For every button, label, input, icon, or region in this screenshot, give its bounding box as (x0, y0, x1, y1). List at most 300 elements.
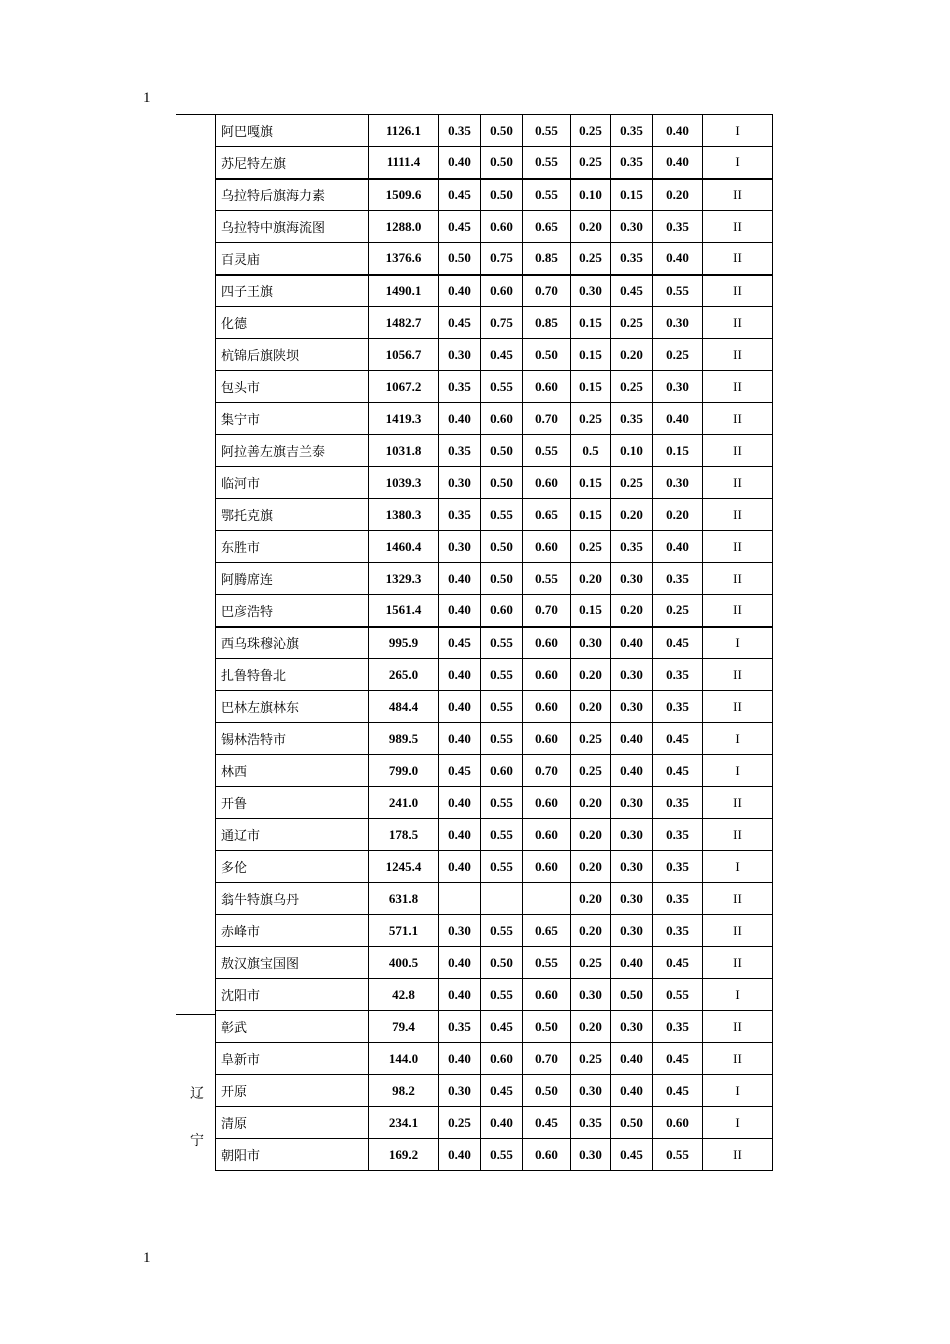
station-name-cell: 阜新市 (216, 1043, 369, 1075)
elevation-cell: 1376.6 (369, 243, 439, 275)
elevation-cell: 631.8 (369, 883, 439, 915)
snow-pressure-r10-cell: 0.25 (571, 147, 611, 179)
wind-pressure-r100-cell: 0.60 (523, 531, 571, 563)
table-row (216, 339, 773, 371)
wind-snow-pressure-table (215, 114, 773, 1171)
station-name-cell: 杭锦后旗陕坝 (216, 339, 369, 371)
snow-pressure-r100-cell: 0.40 (653, 403, 703, 435)
station-name-cell: 敖汉旗宝国图 (216, 947, 369, 979)
wind-pressure-r10-cell: 0.40 (439, 595, 481, 627)
wind-pressure-r10-cell: 0.35 (439, 1011, 481, 1043)
snow-pressure-r100-cell: 0.40 (653, 243, 703, 275)
snow-pressure-r50-cell: 0.30 (611, 851, 653, 883)
snow-pressure-r10-cell: 0.20 (571, 659, 611, 691)
wind-pressure-r10-cell: 0.40 (439, 787, 481, 819)
snow-pressure-r50-cell: 0.30 (611, 691, 653, 723)
snow-pressure-r100-cell: 0.40 (653, 531, 703, 563)
wind-pressure-r100-cell: 0.85 (523, 307, 571, 339)
table-row (216, 1043, 773, 1075)
province-label-char-1: 辽 (190, 1086, 204, 1102)
wind-pressure-r50-cell: 0.55 (481, 499, 523, 531)
table-row (216, 595, 773, 627)
snow-load-zone-cell: I (703, 1075, 773, 1107)
snow-pressure-r100-cell: 0.30 (653, 371, 703, 403)
wind-pressure-r100-cell: 0.60 (523, 723, 571, 755)
snow-pressure-r10-cell: 0.15 (571, 339, 611, 371)
snow-load-zone-cell: II (703, 499, 773, 531)
snow-load-zone-cell: II (703, 915, 773, 947)
snow-pressure-r10-cell: 0.25 (571, 947, 611, 979)
snow-pressure-r10-cell: 0.30 (571, 1075, 611, 1107)
wind-pressure-r50-cell: 0.45 (481, 1011, 523, 1043)
wind-pressure-r100-cell: 0.55 (523, 947, 571, 979)
table-row (216, 403, 773, 435)
wind-pressure-r100-cell: 0.55 (523, 435, 571, 467)
elevation-cell: 98.2 (369, 1075, 439, 1107)
snow-pressure-r50-cell: 0.30 (611, 563, 653, 595)
snow-pressure-r10-cell: 0.20 (571, 883, 611, 915)
snow-pressure-r100-cell: 0.25 (653, 339, 703, 371)
snow-pressure-r100-cell: 0.30 (653, 307, 703, 339)
snow-pressure-r100-cell: 0.55 (653, 275, 703, 307)
wind-pressure-r50-cell: 0.60 (481, 595, 523, 627)
snow-load-zone-cell: II (703, 595, 773, 627)
wind-pressure-r50-cell: 0.55 (481, 979, 523, 1011)
snow-load-zone-cell: II (703, 691, 773, 723)
elevation-cell: 1419.3 (369, 403, 439, 435)
elevation-cell: 241.0 (369, 787, 439, 819)
elevation-cell: 1039.3 (369, 467, 439, 499)
elevation-cell: 79.4 (369, 1011, 439, 1043)
snow-pressure-r100-cell: 0.45 (653, 723, 703, 755)
station-name-cell: 沈阳市 (216, 979, 369, 1011)
elevation-cell: 484.4 (369, 691, 439, 723)
wind-pressure-r50-cell: 0.50 (481, 531, 523, 563)
wind-pressure-r10-cell: 0.30 (439, 339, 481, 371)
snow-pressure-r10-cell: 0.20 (571, 563, 611, 595)
snow-pressure-r10-cell: 0.10 (571, 179, 611, 211)
snow-load-zone-cell: II (703, 531, 773, 563)
snow-load-zone-cell: II (703, 1139, 773, 1171)
snow-pressure-r50-cell: 0.15 (611, 179, 653, 211)
table-row (216, 563, 773, 595)
snow-pressure-r10-cell: 0.30 (571, 627, 611, 659)
elevation-cell: 995.9 (369, 627, 439, 659)
wind-pressure-r100-cell: 0.55 (523, 147, 571, 179)
snow-load-zone-cell: I (703, 979, 773, 1011)
snow-pressure-r100-cell: 0.35 (653, 1011, 703, 1043)
wind-pressure-r50-cell: 0.50 (481, 115, 523, 147)
elevation-cell: 234.1 (369, 1107, 439, 1139)
station-name-cell: 开原 (216, 1075, 369, 1107)
wind-pressure-r50-cell: 0.55 (481, 691, 523, 723)
snow-pressure-r10-cell: 0.20 (571, 819, 611, 851)
wind-pressure-r10-cell: 0.40 (439, 147, 481, 179)
elevation-cell: 1380.3 (369, 499, 439, 531)
wind-pressure-r10-cell: 0.40 (439, 819, 481, 851)
snow-pressure-r50-cell: 0.30 (611, 819, 653, 851)
wind-pressure-r10-cell: 0.35 (439, 499, 481, 531)
wind-pressure-r50-cell: 0.55 (481, 659, 523, 691)
snow-load-zone-cell: II (703, 883, 773, 915)
elevation-cell: 400.5 (369, 947, 439, 979)
table-row (216, 883, 773, 915)
snow-pressure-r100-cell: 0.35 (653, 563, 703, 595)
wind-pressure-r100-cell (523, 883, 571, 915)
station-name-cell: 多伦 (216, 851, 369, 883)
snow-pressure-r50-cell: 0.40 (611, 627, 653, 659)
elevation-cell: 1329.3 (369, 563, 439, 595)
elevation-cell: 144.0 (369, 1043, 439, 1075)
elevation-cell: 1031.8 (369, 435, 439, 467)
snow-pressure-r50-cell: 0.30 (611, 787, 653, 819)
table-row (216, 115, 773, 147)
snow-load-zone-cell: II (703, 1011, 773, 1043)
snow-pressure-r10-cell: 0.25 (571, 531, 611, 563)
snow-pressure-r10-cell: 0.15 (571, 371, 611, 403)
station-name-cell: 巴林左旗林东 (216, 691, 369, 723)
elevation-cell: 989.5 (369, 723, 439, 755)
snow-pressure-r50-cell: 0.30 (611, 883, 653, 915)
table-row (216, 915, 773, 947)
snow-load-zone-cell: I (703, 627, 773, 659)
wind-pressure-r50-cell: 0.55 (481, 819, 523, 851)
wind-pressure-r50-cell: 0.50 (481, 435, 523, 467)
snow-pressure-r50-cell: 0.30 (611, 659, 653, 691)
snow-pressure-r10-cell: 0.20 (571, 915, 611, 947)
station-name-cell: 集宁市 (216, 403, 369, 435)
wind-pressure-r100-cell: 0.55 (523, 179, 571, 211)
snow-pressure-r100-cell: 0.35 (653, 851, 703, 883)
snow-load-zone-cell: I (703, 723, 773, 755)
station-name-cell: 百灵庙 (216, 243, 369, 275)
station-name-cell: 阿拉善左旗吉兰泰 (216, 435, 369, 467)
station-name-cell: 东胜市 (216, 531, 369, 563)
table-row (216, 819, 773, 851)
elevation-cell: 1482.7 (369, 307, 439, 339)
table-row (216, 851, 773, 883)
wind-pressure-r50-cell: 0.50 (481, 179, 523, 211)
snow-load-zone-cell: I (703, 147, 773, 179)
table-row (216, 435, 773, 467)
elevation-cell: 178.5 (369, 819, 439, 851)
snow-pressure-r10-cell: 0.30 (571, 979, 611, 1011)
snow-load-zone-cell: II (703, 819, 773, 851)
wind-pressure-r50-cell: 0.60 (481, 1043, 523, 1075)
wind-pressure-r10-cell: 0.40 (439, 563, 481, 595)
wind-pressure-r50-cell: 0.55 (481, 627, 523, 659)
snow-pressure-r10-cell: 0.15 (571, 307, 611, 339)
snow-load-zone-cell: II (703, 435, 773, 467)
page-number-bottom: 1 (143, 1250, 151, 1266)
snow-pressure-r50-cell: 0.35 (611, 115, 653, 147)
elevation-cell: 265.0 (369, 659, 439, 691)
snow-pressure-r50-cell: 0.35 (611, 147, 653, 179)
elevation-cell: 799.0 (369, 755, 439, 787)
station-name-cell: 苏尼特左旗 (216, 147, 369, 179)
wind-pressure-r10-cell: 0.40 (439, 1043, 481, 1075)
page-number-top: 1 (143, 90, 151, 106)
station-name-cell: 临河市 (216, 467, 369, 499)
snow-pressure-r50-cell: 0.50 (611, 1107, 653, 1139)
wind-pressure-r100-cell: 0.50 (523, 1011, 571, 1043)
table-row (216, 1107, 773, 1139)
table-row (216, 755, 773, 787)
table-row (216, 627, 773, 659)
station-name-cell: 赤峰市 (216, 915, 369, 947)
snow-load-zone-cell: II (703, 211, 773, 243)
snow-load-zone-cell: II (703, 947, 773, 979)
station-name-cell: 清原 (216, 1107, 369, 1139)
snow-pressure-r100-cell: 0.55 (653, 1139, 703, 1171)
wind-pressure-r50-cell: 0.40 (481, 1107, 523, 1139)
wind-pressure-r100-cell: 0.60 (523, 371, 571, 403)
station-name-cell: 西乌珠穆沁旗 (216, 627, 369, 659)
wind-pressure-r100-cell: 0.55 (523, 115, 571, 147)
wind-pressure-r100-cell: 0.50 (523, 339, 571, 371)
snow-pressure-r10-cell: 0.35 (571, 1107, 611, 1139)
snow-pressure-r50-cell: 0.35 (611, 531, 653, 563)
snow-load-zone-cell: II (703, 659, 773, 691)
snow-pressure-r100-cell: 0.35 (653, 659, 703, 691)
elevation-cell: 169.2 (369, 1139, 439, 1171)
wind-pressure-r100-cell: 0.60 (523, 851, 571, 883)
elevation-cell: 571.1 (369, 915, 439, 947)
snow-pressure-r50-cell: 0.45 (611, 1139, 653, 1171)
wind-pressure-r10-cell: 0.45 (439, 627, 481, 659)
snow-pressure-r10-cell: 0.5 (571, 435, 611, 467)
snow-load-zone-cell: II (703, 275, 773, 307)
snow-pressure-r10-cell: 0.25 (571, 243, 611, 275)
wind-pressure-r10-cell: 0.30 (439, 467, 481, 499)
wind-pressure-r50-cell: 0.60 (481, 403, 523, 435)
snow-pressure-r100-cell: 0.45 (653, 947, 703, 979)
wind-pressure-r100-cell: 0.70 (523, 275, 571, 307)
table-row (216, 179, 773, 211)
snow-pressure-r50-cell: 0.20 (611, 499, 653, 531)
snow-pressure-r50-cell: 0.25 (611, 371, 653, 403)
snow-pressure-r10-cell: 0.20 (571, 787, 611, 819)
snow-pressure-r100-cell: 0.35 (653, 211, 703, 243)
snow-pressure-r50-cell: 0.25 (611, 307, 653, 339)
snow-pressure-r10-cell: 0.15 (571, 499, 611, 531)
table-row (216, 691, 773, 723)
table-row (216, 1011, 773, 1043)
station-name-cell: 化德 (216, 307, 369, 339)
snow-pressure-r10-cell: 0.20 (571, 1011, 611, 1043)
wind-pressure-r10-cell: 0.40 (439, 1139, 481, 1171)
snow-pressure-r100-cell: 0.45 (653, 755, 703, 787)
snow-load-zone-cell: I (703, 115, 773, 147)
header-rule (176, 114, 216, 115)
wind-pressure-r10-cell: 0.40 (439, 275, 481, 307)
snow-load-zone-cell: II (703, 339, 773, 371)
elevation-cell: 1490.1 (369, 275, 439, 307)
snow-pressure-r50-cell: 0.20 (611, 339, 653, 371)
snow-pressure-r50-cell: 0.40 (611, 1043, 653, 1075)
wind-pressure-r10-cell: 0.40 (439, 723, 481, 755)
table-row (216, 659, 773, 691)
station-name-cell: 扎鲁特鲁北 (216, 659, 369, 691)
wind-pressure-r50-cell: 0.55 (481, 371, 523, 403)
wind-pressure-r100-cell: 0.70 (523, 755, 571, 787)
snow-pressure-r10-cell: 0.15 (571, 467, 611, 499)
table-row (216, 947, 773, 979)
snow-pressure-r50-cell: 0.40 (611, 947, 653, 979)
wind-pressure-r100-cell: 0.60 (523, 1139, 571, 1171)
snow-pressure-r10-cell: 0.25 (571, 403, 611, 435)
snow-pressure-r100-cell: 0.35 (653, 819, 703, 851)
snow-load-zone-cell: I (703, 755, 773, 787)
snow-pressure-r50-cell: 0.20 (611, 595, 653, 627)
elevation-cell: 1111.4 (369, 147, 439, 179)
snow-load-zone-cell: II (703, 307, 773, 339)
wind-pressure-r10-cell: 0.40 (439, 403, 481, 435)
wind-pressure-r50-cell: 0.55 (481, 851, 523, 883)
snow-load-zone-cell: II (703, 787, 773, 819)
wind-pressure-r100-cell: 0.65 (523, 499, 571, 531)
snow-pressure-r100-cell: 0.30 (653, 467, 703, 499)
station-name-cell: 开鲁 (216, 787, 369, 819)
province-separator-rule (176, 1014, 216, 1015)
wind-pressure-r10-cell: 0.30 (439, 1075, 481, 1107)
table-row (216, 531, 773, 563)
wind-pressure-r50-cell: 0.50 (481, 147, 523, 179)
snow-pressure-r50-cell: 0.30 (611, 211, 653, 243)
wind-pressure-r10-cell: 0.50 (439, 243, 481, 275)
snow-pressure-r10-cell: 0.25 (571, 723, 611, 755)
snow-pressure-r100-cell: 0.55 (653, 979, 703, 1011)
snow-pressure-r100-cell: 0.25 (653, 595, 703, 627)
wind-pressure-r10-cell (439, 883, 481, 915)
table-row (216, 147, 773, 179)
table-row (216, 1075, 773, 1107)
station-name-cell: 翁牛特旗乌丹 (216, 883, 369, 915)
wind-pressure-r10-cell: 0.35 (439, 435, 481, 467)
snow-pressure-r50-cell: 0.50 (611, 979, 653, 1011)
snow-pressure-r100-cell: 0.35 (653, 883, 703, 915)
snow-pressure-r50-cell: 0.10 (611, 435, 653, 467)
snow-pressure-r100-cell: 0.20 (653, 179, 703, 211)
station-name-cell: 四子王旗 (216, 275, 369, 307)
snow-pressure-r10-cell: 0.30 (571, 275, 611, 307)
wind-pressure-r10-cell: 0.25 (439, 1107, 481, 1139)
snow-pressure-r10-cell: 0.30 (571, 1139, 611, 1171)
wind-pressure-r100-cell: 0.85 (523, 243, 571, 275)
station-name-cell: 阿巴嘎旗 (216, 115, 369, 147)
wind-pressure-r100-cell: 0.60 (523, 467, 571, 499)
table-row (216, 371, 773, 403)
elevation-cell: 1561.4 (369, 595, 439, 627)
elevation-cell: 42.8 (369, 979, 439, 1011)
table-row (216, 243, 773, 275)
table-row (216, 787, 773, 819)
wind-pressure-r100-cell: 0.60 (523, 659, 571, 691)
table-body (216, 115, 773, 1171)
table-row (216, 211, 773, 243)
wind-pressure-r100-cell: 0.60 (523, 979, 571, 1011)
elevation-cell: 1288.0 (369, 211, 439, 243)
wind-pressure-r10-cell: 0.40 (439, 659, 481, 691)
wind-pressure-r10-cell: 0.40 (439, 851, 481, 883)
wind-pressure-r50-cell: 0.60 (481, 275, 523, 307)
snow-pressure-r50-cell: 0.30 (611, 915, 653, 947)
snow-pressure-r100-cell: 0.45 (653, 627, 703, 659)
station-name-cell: 林西 (216, 755, 369, 787)
wind-pressure-r100-cell: 0.60 (523, 627, 571, 659)
elevation-cell: 1126.1 (369, 115, 439, 147)
wind-pressure-r50-cell: 0.75 (481, 307, 523, 339)
snow-load-zone-cell: II (703, 1043, 773, 1075)
snow-pressure-r10-cell: 0.25 (571, 115, 611, 147)
table-row (216, 979, 773, 1011)
snow-pressure-r50-cell: 0.35 (611, 403, 653, 435)
wind-pressure-r10-cell: 0.40 (439, 947, 481, 979)
station-name-cell: 乌拉特后旗海力素 (216, 179, 369, 211)
wind-pressure-r100-cell: 0.70 (523, 403, 571, 435)
table-row (216, 1139, 773, 1171)
table-row (216, 275, 773, 307)
elevation-cell: 1245.4 (369, 851, 439, 883)
station-name-cell: 朝阳市 (216, 1139, 369, 1171)
snow-pressure-r50-cell: 0.40 (611, 723, 653, 755)
wind-pressure-r100-cell: 0.45 (523, 1107, 571, 1139)
wind-pressure-r10-cell: 0.35 (439, 115, 481, 147)
snow-pressure-r100-cell: 0.35 (653, 787, 703, 819)
snow-load-zone-cell: II (703, 371, 773, 403)
wind-pressure-r100-cell: 0.50 (523, 1075, 571, 1107)
station-name-cell: 通辽市 (216, 819, 369, 851)
snow-pressure-r10-cell: 0.15 (571, 595, 611, 627)
snow-pressure-r10-cell: 0.20 (571, 851, 611, 883)
table-row (216, 723, 773, 755)
wind-pressure-r50-cell: 0.45 (481, 1075, 523, 1107)
table-row (216, 499, 773, 531)
snow-load-zone-cell: II (703, 467, 773, 499)
snow-pressure-r50-cell: 0.40 (611, 755, 653, 787)
province-label-char-2: 宁 (190, 1133, 204, 1149)
snow-pressure-r50-cell: 0.30 (611, 1011, 653, 1043)
wind-pressure-r50-cell: 0.60 (481, 755, 523, 787)
station-name-cell: 巴彦浩特 (216, 595, 369, 627)
wind-pressure-r50-cell: 0.55 (481, 1139, 523, 1171)
elevation-cell: 1509.6 (369, 179, 439, 211)
snow-load-zone-cell: I (703, 1107, 773, 1139)
wind-pressure-r10-cell: 0.35 (439, 371, 481, 403)
snow-pressure-r100-cell: 0.40 (653, 147, 703, 179)
snow-pressure-r50-cell: 0.35 (611, 243, 653, 275)
snow-pressure-r100-cell: 0.35 (653, 915, 703, 947)
wind-pressure-r10-cell: 0.45 (439, 211, 481, 243)
wind-pressure-r50-cell: 0.75 (481, 243, 523, 275)
snow-pressure-r100-cell: 0.45 (653, 1043, 703, 1075)
elevation-cell: 1460.4 (369, 531, 439, 563)
wind-pressure-r10-cell: 0.45 (439, 755, 481, 787)
snow-load-zone-cell: II (703, 243, 773, 275)
snow-pressure-r10-cell: 0.20 (571, 211, 611, 243)
station-name-cell: 彰武 (216, 1011, 369, 1043)
wind-pressure-r10-cell: 0.45 (439, 179, 481, 211)
wind-pressure-r10-cell: 0.40 (439, 691, 481, 723)
snow-load-zone-cell: I (703, 851, 773, 883)
snow-pressure-r10-cell: 0.25 (571, 1043, 611, 1075)
wind-pressure-r50-cell: 0.50 (481, 467, 523, 499)
station-name-cell: 乌拉特中旗海流图 (216, 211, 369, 243)
snow-pressure-r100-cell: 0.40 (653, 115, 703, 147)
wind-pressure-r10-cell: 0.30 (439, 531, 481, 563)
snow-load-zone-cell: II (703, 179, 773, 211)
station-name-cell: 锡林浩特市 (216, 723, 369, 755)
